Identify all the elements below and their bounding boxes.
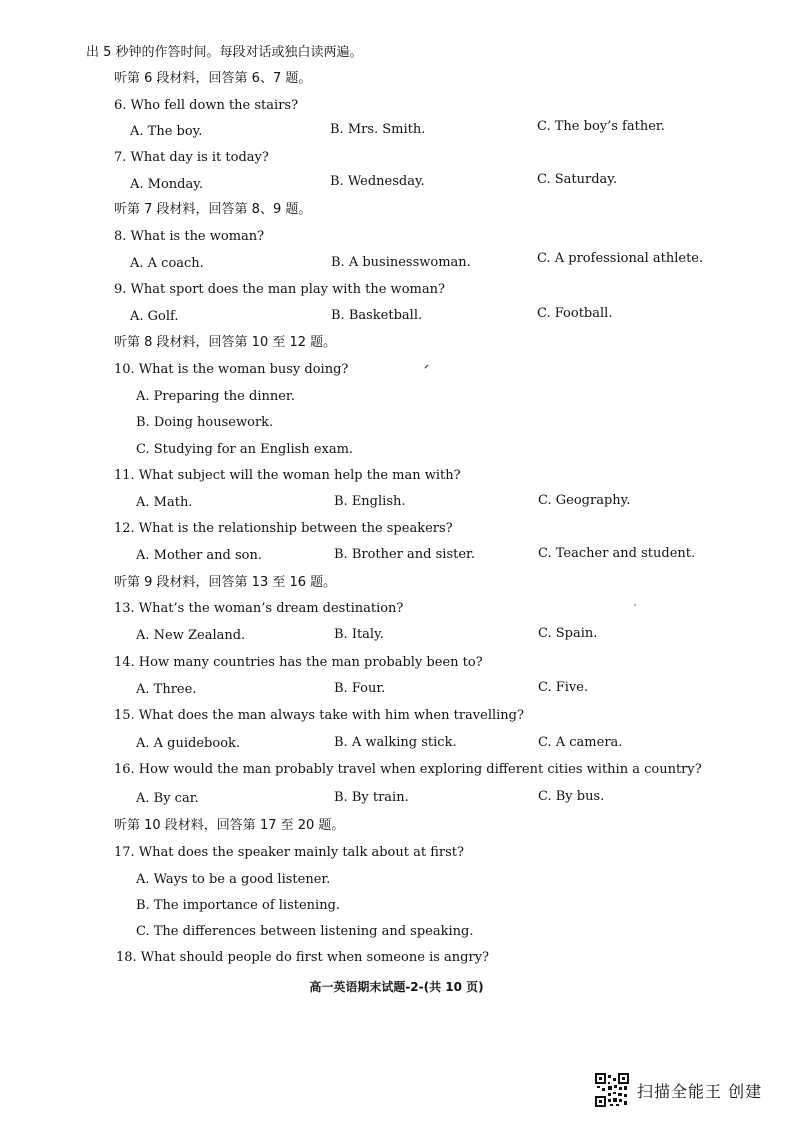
option-a: A. A guidebook. [136,736,241,751]
option-c: C. Football. [537,306,613,321]
option-c: C. Studying for an English exam. [136,442,354,457]
scanner-watermark [595,1073,762,1107]
section-heading: 听第 6 段材料，回答第 6、7 题。 [114,71,312,86]
question-text: 8. What is the woman? [114,229,265,244]
question-text: 7. What day is it today? [114,150,269,165]
scanner-label: 扫描全能王 创建 [637,1081,763,1101]
option-c: C. The differences between listening and speaking. [136,924,474,939]
qr-code-icon [595,1073,629,1107]
question-text: 9. What sport does the man play with the woman? [114,282,445,297]
question-text: 12. What is the relationship between the speakers? [114,521,453,536]
option-a: A. By car. [136,791,199,806]
option-c: C. The boy’s father. [537,119,665,134]
option-c: C. Five. [538,680,589,695]
section-heading: 听第 8 段材料，回答第 10 至 12 题。 [114,335,337,350]
option-c: C. Geography. [538,493,631,508]
option-b: B. Wednesday. [330,174,425,189]
question-text: 16. How would the man probably travel when exploring different cities within a country? [114,762,702,777]
option-b: B. A businesswoman. [331,255,471,270]
option-b: B. Italy. [334,627,384,642]
option-a: A. Monday. [130,177,203,192]
page-footer: 高一英语期末试题-2-(共 10 页) [309,980,484,994]
option-b: B. English. [334,494,406,509]
question-text: 10. What is the woman busy doing? [114,362,349,377]
option-a: A. Three. [136,682,197,697]
option-b: B. By train. [334,790,409,805]
section-heading: 听第 7 段材料，回答第 8、9 题。 [114,202,312,217]
option-c: C. Saturday. [537,172,618,187]
intro-line: 出 5 秒钟的作答时间。每段对话或独白读两遍。 [86,45,363,60]
question-text: 11. What subject will the woman help the man with? [114,468,461,483]
option-b: B. Mrs. Smith. [330,122,426,137]
question-text: 6. Who fell down the stairs? [114,98,299,113]
option-b: B. Brother and sister. [334,547,475,562]
option-a: A. The boy. [130,124,203,139]
pen-mark [424,364,428,368]
option-c: C. Spain. [538,626,598,641]
option-a: A. Ways to be a good listener. [136,872,331,887]
option-c: C. Teacher and student. [538,546,696,561]
section-heading: 听第 9 段材料，回答第 13 至 16 题。 [114,575,337,590]
option-a: A. Golf. [130,309,179,324]
option-a: A. Mother and son. [136,548,263,563]
option-c: C. A camera. [538,735,623,750]
section-heading: 听第 10 段材料，回答第 17 至 20 题。 [114,818,345,833]
question-text: 15. What does the man always take with him when travelling? [114,708,524,723]
option-b: B. Basketball. [331,308,423,323]
option-b: B. Doing housework. [136,415,274,430]
question-text: 18. What should people do first when someone is angry? [116,950,490,965]
option-b: B. A walking stick. [334,735,457,750]
option-b: B. Four. [334,681,386,696]
option-a: A. Preparing the dinner. [136,389,295,404]
option-c: C. A professional athlete. [537,251,704,266]
question-text: 17. What does the speaker mainly talk about at first? [114,845,464,860]
option-b: B. The importance of listening. [136,898,341,913]
question-text: 13. What’s the woman’s dream destination? [114,601,404,616]
question-text: 14. How many countries has the man probably been to? [114,655,483,670]
option-a: A. New Zealand. [136,628,246,643]
option-a: A. A coach. [130,256,204,271]
option-a: A. Math. [136,495,193,510]
option-c: C. By bus. [538,789,605,804]
scan-speck [634,604,636,606]
